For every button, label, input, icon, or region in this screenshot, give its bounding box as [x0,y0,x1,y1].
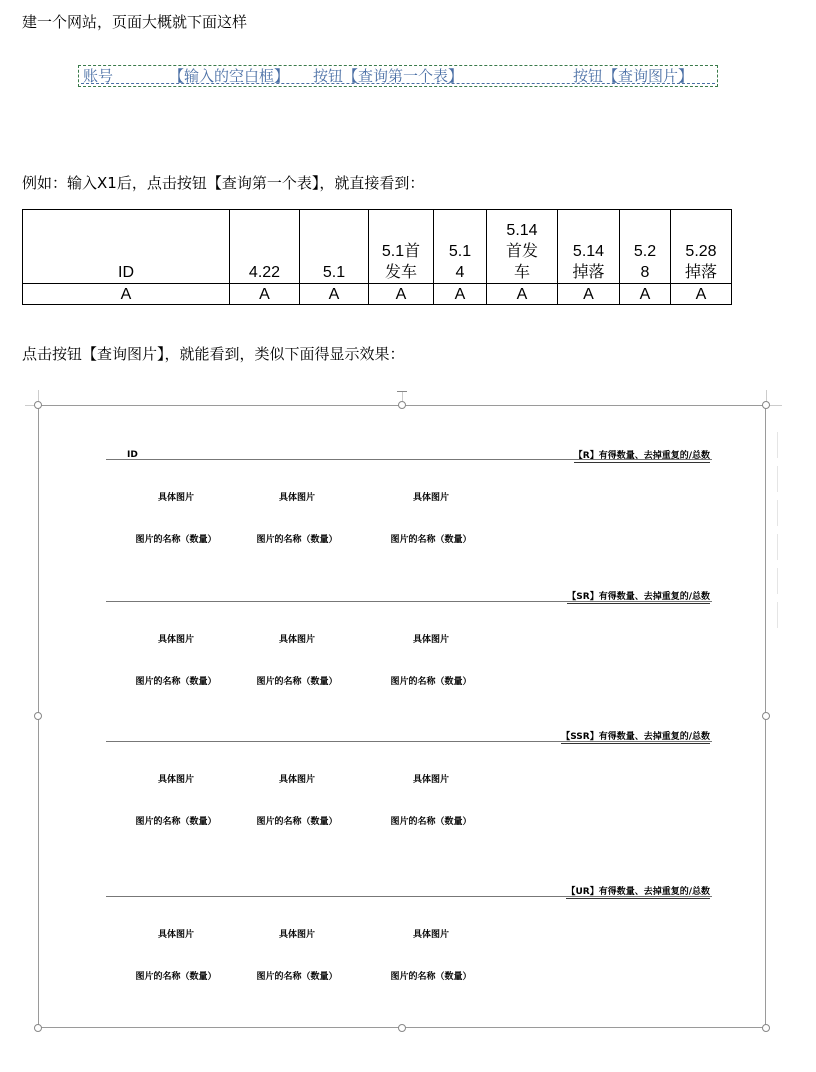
header-text-line: 8 [640,264,650,281]
table-header-cell [671,210,732,284]
table-cell: A [487,284,558,305]
image-caption: 图片的名称（数量） [135,972,217,982]
image-placeholder: 具体图片 [157,493,194,503]
image-intro-text: 点击按钮【查询图片】，就能看到，类似下面得显示效果： [22,345,405,363]
image-placeholder: 具体图片 [278,493,315,503]
image-caption: 图片的名称（数量） [135,817,217,827]
section-count-note: 【SSR】有得数量、去掉重复的/总数 [561,729,710,744]
table-header-cell [620,210,671,284]
header-text-line: 车 [513,264,530,281]
table-body [23,284,732,305]
table-cell: A [620,284,671,305]
header-text-line: 5.1 [322,264,346,281]
resize-handle-top-center[interactable] [398,401,406,409]
image-placeholder: 具体图片 [157,635,194,645]
section-divider [106,896,712,897]
intro-text: 建一个网站，页面大概就下面这样 [22,13,248,31]
header-text-line: 5.2 [633,243,657,260]
image-placeholder: 具体图片 [278,635,315,645]
header-text-line: 掉落 [572,264,605,281]
table-header-cell [230,210,300,284]
result-table [22,209,732,305]
table-row [23,284,732,305]
image-caption: 图片的名称（数量） [256,817,338,827]
section-count-note: 【UR】有得数量、去掉重复的/总数 [566,884,710,899]
table-header-cell [487,210,558,284]
form-underline [81,83,715,84]
header-text-line: 发车 [384,264,417,281]
header-text-line: 5.14 [506,222,538,239]
image-placeholder: 具体图片 [157,775,194,785]
header-text-line: ID [118,264,134,281]
table-cell: A [23,284,230,305]
image-placeholder: 具体图片 [412,930,449,940]
resize-handle-middle-right[interactable] [762,712,770,720]
resize-handle-bottom-right[interactable] [762,1024,770,1032]
image-caption: 图片的名称（数量） [256,972,338,982]
image-caption: 图片的名称（数量） [135,535,217,545]
section-count-note: 【R】有得数量、去掉重复的/总数 [574,448,710,463]
table-cell: A [369,284,434,305]
image-placeholder: 具体图片 [412,775,449,785]
image-caption: 图片的名称（数量） [135,677,217,687]
report-id-label: ID [127,450,138,460]
rotate-handle-bar [397,391,407,392]
query-table-button[interactable]: 按钮【查询第一个表】 [313,67,464,85]
image-caption: 图片的名称（数量） [390,677,472,687]
table-header-cell [300,210,369,284]
header-text-line: 5.28 [685,243,717,260]
header-text-line: 4 [455,264,465,281]
image-caption: 图片的名称（数量） [390,817,472,827]
section-divider [106,741,712,742]
resize-handle-top-right[interactable] [762,401,770,409]
table-cell: A [230,284,300,305]
query-image-button[interactable]: 按钮【查询图片】 [573,67,694,85]
account-input-placeholder[interactable]: 【输入的空白框】 [169,67,290,85]
table-header-cell [369,210,434,284]
form-mockup [78,65,718,87]
image-caption: 图片的名称（数量） [256,677,338,687]
header-text-line: 5.1首 [381,243,421,260]
table-cell: A [434,284,487,305]
image-placeholder: 具体图片 [278,930,315,940]
table-header-cell [23,210,230,284]
table-cell: A [671,284,732,305]
section-divider [106,601,712,602]
image-placeholder: 具体图片 [412,635,449,645]
account-label: 账号 [83,67,114,85]
image-caption: 图片的名称（数量） [390,535,472,545]
table-cell: A [300,284,369,305]
resize-handle-top-left[interactable] [34,401,42,409]
image-caption: 图片的名称（数量） [390,972,472,982]
image-caption: 图片的名称（数量） [256,535,338,545]
table-header-cell [558,210,620,284]
table-header-cell [434,210,487,284]
section-count-note: 【SR】有得数量、去掉重复的/总数 [567,589,710,604]
header-text-line: 4.22 [248,264,281,281]
header-text-line: 掉落 [684,264,717,281]
header-text-line: 5.14 [572,243,605,260]
resize-handle-bottom-center[interactable] [398,1024,406,1032]
resize-handle-middle-left[interactable] [34,712,42,720]
image-placeholder: 具体图片 [278,775,315,785]
section-divider [106,459,712,460]
header-text-line: 5.1 [448,243,472,260]
image-placeholder: 具体图片 [412,493,449,503]
table-header-row [23,210,732,284]
table-cell: A [558,284,620,305]
example-text: 例如：输入X1后，点击按钮【查询第一个表】，就直接看到： [22,174,425,192]
header-text-line: 首发 [505,243,538,260]
image-placeholder: 具体图片 [157,930,194,940]
image-report-mockup [38,405,766,1028]
side-marks [777,432,783,630]
resize-handle-bottom-left[interactable] [34,1024,42,1032]
